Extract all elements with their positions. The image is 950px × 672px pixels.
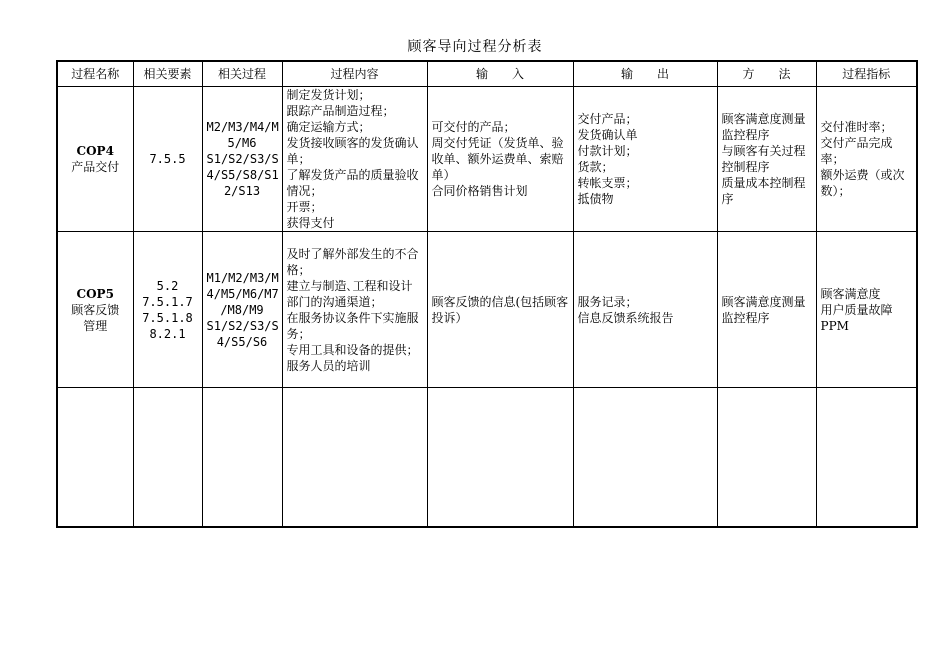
- empty-cell: [57, 388, 133, 528]
- process-content-cell: 及时了解外部发生的不合格； 建立与制造､工程和设计部门的沟通渠道； 在服务协议条件下实施服务； 专用工具和设备的提供； 服务人员的培训: [282, 232, 427, 388]
- header-indicator: 过程指标: [816, 61, 917, 87]
- method-cell: 顾客满意度测量监控程序: [717, 232, 816, 388]
- header-input: 输 入: [427, 61, 573, 87]
- process-analysis-table: [56, 60, 918, 528]
- input-cell: 顾客反馈的信息(包括顾客投诉）: [427, 232, 573, 388]
- output-cell: 服务记录； 信息反馈系统报告: [573, 232, 717, 388]
- header-row: [57, 61, 917, 87]
- indicator-cell: 交付准时率； 交付产品完成率； 额外运费（或次数）；: [816, 87, 917, 232]
- page-title: 顾客导向过程分析表: [407, 39, 543, 55]
- process-content-cell: 制定发货计划； 跟踪产品制造过程； 确定运输方式； 发货接收顾客的发货确认单； 了解发货产品的质量验收情况； 开票； 获得支付: [282, 87, 427, 232]
- process-name: 产品交付: [71, 160, 120, 174]
- empty-cell: [717, 388, 816, 528]
- empty-row: [57, 388, 917, 528]
- related-processes-cell: M2/M3/M4/M 5/M6 S1/S2/S3/S 4/S5/S8/S1 2/S13: [202, 87, 282, 232]
- header-process-content: 过程内容: [282, 61, 427, 87]
- header-method: 方 法: [717, 61, 816, 87]
- table-row: [57, 87, 917, 232]
- process-code: COP4: [76, 144, 114, 158]
- empty-cell: [133, 388, 202, 528]
- related-elements-cell: 7.5.5: [133, 87, 202, 232]
- indicator-cell: 顾客满意度 用户质量故障PPM: [816, 232, 917, 388]
- table-row: [57, 232, 917, 388]
- related-processes-cell: M1/M2/M3/M 4/M5/M6/M7 /M8/M9 S1/S2/S3/S 4/S5/S6: [202, 232, 282, 388]
- process-name-cell: [57, 232, 133, 388]
- header-process-name: 过程名称: [57, 61, 133, 87]
- process-name: 顾客反馈 管理: [71, 302, 120, 333]
- header-related-processes: 相关过程: [202, 61, 282, 87]
- empty-cell: [282, 388, 427, 528]
- process-name-cell: [57, 87, 133, 232]
- output-cell: 交付产品； 发货确认单 付款计划； 货款； 转帐支票； 抵债物: [573, 87, 717, 232]
- related-elements-cell: 5.2 7.5.1.7 7.5.1.8 8.2.1: [133, 232, 202, 388]
- empty-cell: [816, 388, 917, 528]
- header-related-elements: 相关要素: [133, 61, 202, 87]
- method-cell: 顾客满意度测量监控程序 与顾客有关过程控制程序 质量成本控制程序: [717, 87, 816, 232]
- header-output: 输 出: [573, 61, 717, 87]
- process-code: COP5: [76, 286, 114, 301]
- input-cell: 可交付的产品； 周交付凭证（发货单、验收单、额外运费单、索赔单） 合同价格销售计划: [427, 87, 573, 232]
- empty-cell: [573, 388, 717, 528]
- empty-cell: [202, 388, 282, 528]
- empty-cell: [427, 388, 573, 528]
